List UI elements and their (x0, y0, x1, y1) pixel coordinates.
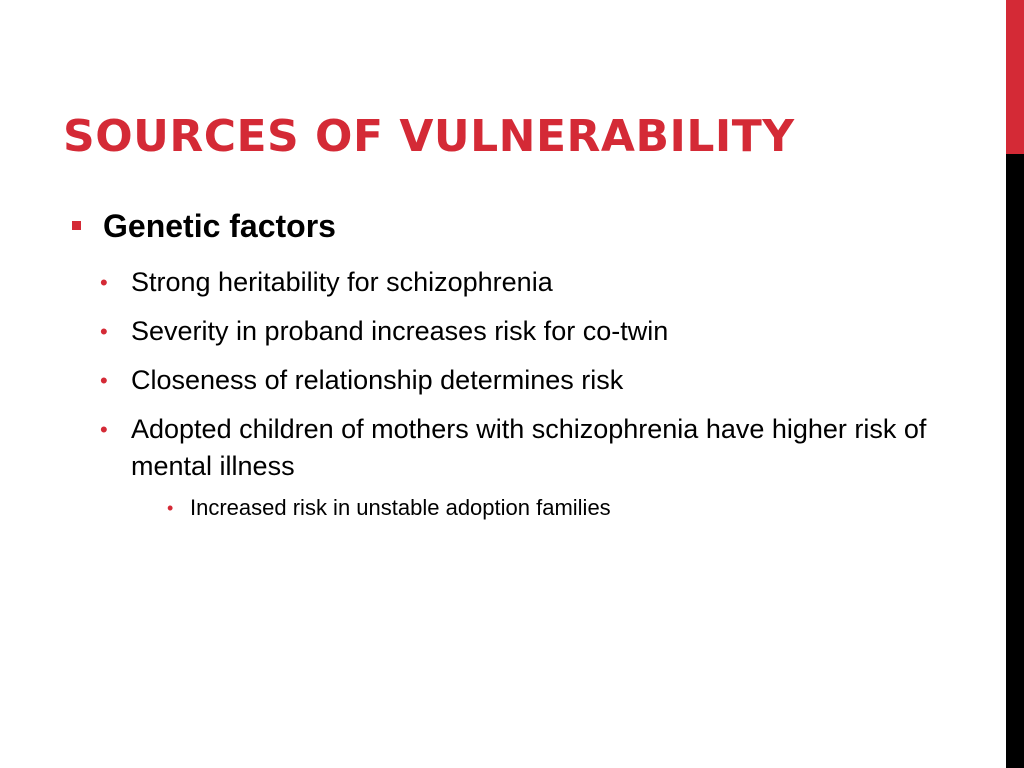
bullet-level-2 (100, 411, 951, 485)
slide-title: SOURCES OF VULNERABILITY (63, 111, 795, 162)
bullet-level-2 (100, 362, 951, 399)
side-accent-bar-red (1006, 0, 1024, 154)
side-accent-bar (1006, 0, 1024, 768)
bullet-level-3 (167, 493, 970, 523)
bullet-level-2-text: Closeness of relationship determines risk (131, 365, 624, 395)
bullet-level-1-text: Genetic factors (103, 208, 336, 244)
square-bullet-icon (72, 221, 81, 230)
dot-bullet-icon: • (100, 368, 108, 393)
bullet-level-3-text: Increased risk in unstable adoption families (190, 495, 611, 520)
dot-bullet-icon: • (100, 319, 108, 344)
bullet-level-1 (70, 204, 970, 248)
bullet-level-2-text: Strong heritability for schizophrenia (131, 267, 553, 297)
dot-bullet-icon: • (167, 498, 174, 518)
bullet-level-2-text: Severity in proband increases risk for co-twin (131, 316, 669, 346)
side-accent-bar-black (1006, 154, 1024, 768)
bullet-level-2-text: Adopted children of mothers with schizophrenia have higher risk of mental illness (131, 414, 927, 481)
dot-bullet-icon: • (100, 270, 108, 295)
slide-content (70, 204, 970, 523)
bullet-level-2 (100, 313, 951, 350)
bullet-level-2 (100, 264, 951, 301)
dot-bullet-icon: • (100, 417, 108, 442)
